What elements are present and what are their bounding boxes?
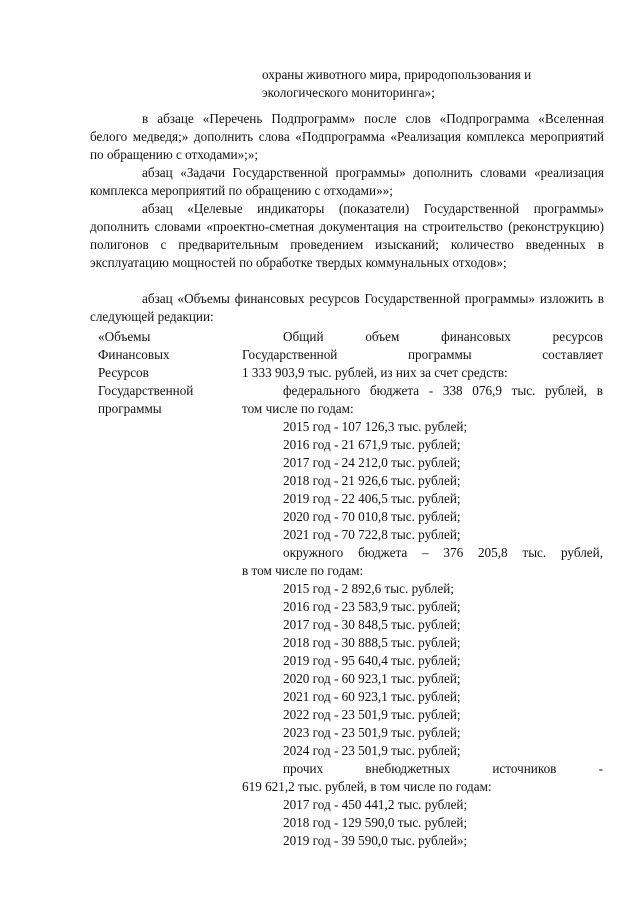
district-budget-text: в том числе по годам: — [242, 563, 364, 578]
label-line: Государственной — [98, 383, 194, 398]
district-budget-text: окружного бюджета – 376 205,8 тыс. рублей, — [283, 545, 603, 560]
federal-budget-text: федерального бюджета - 338 076,9 тыс. рублей, в — [283, 383, 603, 398]
year-amount: 2017 год - 450 441,2 тыс. рублей; — [283, 797, 468, 812]
year-amount: 2018 год - 30 888,5 тыс. рублей; — [283, 635, 461, 650]
other-sources-text: прочих внебюджетных источников - — [283, 761, 603, 776]
year-amount: 2017 год - 24 212,0 тыс. рублей; — [283, 455, 461, 470]
year-amount: 2024 год - 23 501,9 тыс. рублей; — [283, 743, 461, 758]
year-amount: 2019 год - 39 590,0 тыс. рублей»; — [283, 833, 468, 848]
year-amount: 2015 год - 107 126,3 тыс. рублей; — [283, 419, 468, 434]
paragraph-financial-volumes: абзац «Объемы финансовых ресурсов Государственной программы» изложить в следующей редакции: — [90, 291, 604, 324]
total-text: Общий объем финансовых ресурсов — [283, 329, 603, 344]
year-amount: 2019 год - 22 406,5 тыс. рублей; — [283, 491, 461, 506]
year-amount: 2019 год - 95 640,4 тыс. рублей; — [283, 653, 461, 668]
other-sources-text: 619 621,2 тыс. рублей, в том числе по годам: — [242, 779, 492, 794]
intro-line: экологического мониторинга»; — [262, 85, 435, 100]
label-line: «Объемы — [98, 329, 151, 344]
total-text: 1 333 903,9 тыс. рублей, из них за счет средств: — [242, 365, 508, 380]
year-amount: 2018 год - 129 590,0 тыс. рублей; — [283, 815, 468, 830]
table-label-cell — [98, 328, 238, 418]
year-amount: 2023 год - 23 501,9 тыс. рублей; — [283, 725, 461, 740]
year-amount: 2018 год - 21 926,6 тыс. рублей; — [283, 473, 461, 488]
year-amount: 2021 год - 60 923,1 тыс. рублей; — [283, 689, 461, 704]
year-amount: 2020 год - 60 923,1 тыс. рублей; — [283, 671, 461, 686]
label-line: программы — [98, 401, 162, 416]
year-amount: 2022 год - 23 501,9 тыс. рублей; — [283, 707, 461, 722]
total-text: Государственной программы составляет — [242, 347, 603, 362]
intro-text — [262, 66, 592, 102]
year-amount: 2021 год - 70 722,8 тыс. рублей; — [283, 527, 461, 542]
other-years-list — [242, 796, 603, 850]
year-amount: 2016 год - 23 583,9 тыс. рублей; — [283, 599, 461, 614]
paragraph-program-tasks: абзац «Задачи Государственной программы» дополнить словами «реализация комплекса мероприятий по обращению с отходами»»; — [90, 165, 604, 198]
district-years-list — [242, 580, 603, 760]
year-amount: 2016 год - 21 671,9 тыс. рублей; — [283, 437, 461, 452]
table-content-cell — [242, 328, 603, 850]
paragraph-target-indicators: абзац «Целевые индикаторы (показатели) Государственной программы» дополнить словами «проектно-сметная документация на строительство (реконструкцию) полигонов с предварительным проведением изысканий; количество введенных в эксплуатацию мощностей по обработке твердых коммунальных отходов»; — [90, 201, 604, 270]
federal-budget-text: том числе по годам: — [242, 401, 354, 416]
intro-line: охраны животного мира, природопользования и — [262, 67, 532, 82]
year-amount: 2020 год - 70 010,8 тыс. рублей; — [283, 509, 461, 524]
label-line: Ресурсов — [98, 365, 149, 380]
federal-years-list — [242, 418, 603, 544]
label-line: Финансовых — [98, 347, 170, 362]
year-amount: 2015 год - 2 892,6 тыс. рублей; — [283, 581, 454, 596]
year-amount: 2017 год - 30 848,5 тыс. рублей; — [283, 617, 461, 632]
paragraph-list-of-subprograms: в абзаце «Перечень Подпрограмм» после слов «Подпрограмма «Вселенная белого медведя;» дополнить слова «Подпрограмма «Реализация комплекса мероприятий по обращению с отходами»;»; — [90, 111, 604, 162]
